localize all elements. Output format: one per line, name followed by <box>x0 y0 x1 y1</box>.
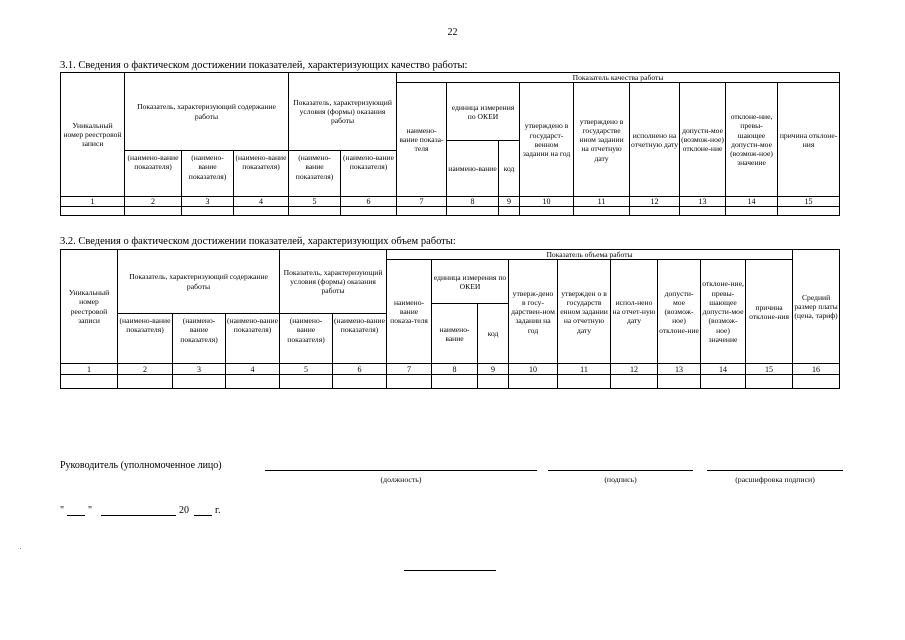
col-approved-report: утверждено в государстве нном задании на отчетную дату <box>574 83 630 197</box>
col-approved-report: утвержден о в государств енном задании на отчетную дату <box>558 260 611 364</box>
col-number: 11 <box>558 364 611 375</box>
table-cell[interactable] <box>61 207 125 216</box>
page-number: 22 <box>447 27 458 38</box>
col-indicator-name: наимено-вание показа-теля <box>387 260 432 364</box>
col-exceeding-deviation: отклоне-ние, превы-шающее допусти-мое (возмож-ное) значение <box>726 83 778 197</box>
col-number: 3 <box>173 364 226 375</box>
volume-table <box>60 249 840 389</box>
col-volume-group: Показатель объема работы <box>387 250 793 260</box>
date-year-prefix: 20 <box>179 505 189 516</box>
col-sub-name: (наимено-вание показателя) <box>182 151 234 197</box>
col-unit-code: код <box>478 304 509 364</box>
table-cell[interactable] <box>611 375 658 389</box>
col-number: 6 <box>333 364 387 375</box>
col-conditions-indicator: Показатель, характеризующий условия (формы) оказания работы <box>280 250 387 314</box>
col-content-indicator: Показатель, характеризующий содержание работы <box>125 73 289 151</box>
decoding-caption: (расшифровка подписи) <box>735 475 815 484</box>
col-number: 1 <box>61 364 118 375</box>
col-deviation-reason: причина отклоне-ния <box>746 260 793 364</box>
table-cell[interactable] <box>630 207 680 216</box>
col-exceeding-deviation: отклоне-ние, превы-шающее допусти-мое (возмож-ное) значение <box>701 260 746 364</box>
quality-table <box>60 72 840 216</box>
table-cell[interactable] <box>680 207 726 216</box>
date-suffix: г. <box>215 505 221 516</box>
table-cell[interactable] <box>499 207 520 216</box>
date-month-line[interactable] <box>101 515 176 516</box>
col-number: 14 <box>701 364 746 375</box>
position-line[interactable] <box>265 470 537 471</box>
col-executed: испол-нено на отчет-ную дату <box>611 260 658 364</box>
table-cell[interactable] <box>478 375 509 389</box>
col-quality-group: Показатель качества работы <box>397 73 840 83</box>
table-cell[interactable] <box>61 375 118 389</box>
col-number: 4 <box>226 364 280 375</box>
col-allowed-deviation: допусти-мое (возмож-ное) отклоне-ние <box>658 260 701 364</box>
col-number: 1 <box>61 197 125 207</box>
col-number: 13 <box>680 197 726 207</box>
col-number: 9 <box>499 197 520 207</box>
col-number: 10 <box>509 364 558 375</box>
table-cell[interactable] <box>726 207 778 216</box>
col-sub-name: (наимено-вание показателя) <box>226 314 280 364</box>
col-unit-name: наимено-вание <box>447 141 499 197</box>
table-cell[interactable] <box>447 207 499 216</box>
col-deviation-reason: причина отклоне-ния <box>778 83 840 197</box>
col-number: 8 <box>432 364 478 375</box>
col-number: 16 <box>793 364 840 375</box>
col-number: 7 <box>387 364 432 375</box>
table-cell[interactable] <box>173 375 226 389</box>
col-allowed-deviation: допусти-мое (возмож-ное) отклоне-ние <box>680 83 726 197</box>
table-cell[interactable] <box>289 207 341 216</box>
table-cell[interactable] <box>701 375 746 389</box>
col-number: 3 <box>182 197 234 207</box>
col-content-indicator: Показатель, характеризующий содержание работы <box>118 250 280 314</box>
col-sub-name: (наимено-вание показателя) <box>333 314 387 364</box>
table-row <box>61 207 840 216</box>
table-cell[interactable] <box>125 207 182 216</box>
table-cell[interactable] <box>558 375 611 389</box>
table-cell[interactable] <box>341 207 397 216</box>
col-number: 4 <box>234 197 289 207</box>
col-average-payment: Средний размер платы (цена, тариф) <box>793 250 840 364</box>
col-sub-name: (наимено-вание показателя) <box>234 151 289 197</box>
col-number: 13 <box>658 364 701 375</box>
section-1-title: 3.1. Сведения о фактическом достижении показателей, характеризующих качество работы: <box>60 60 468 71</box>
table-cell[interactable] <box>118 375 173 389</box>
section-2-title: 3.2. Сведения о фактическом достижении показателей, характеризующих объем работы: <box>60 236 456 247</box>
col-number: 5 <box>280 364 333 375</box>
table-cell[interactable] <box>746 375 793 389</box>
col-sub-name: (наимено-вание показателя) <box>118 314 173 364</box>
col-approved-year: утверж-дено в госу-дарствен-ном задании на год <box>509 260 558 364</box>
head-label: Руководитель (уполномоченное лицо) <box>60 460 222 471</box>
date-year-line[interactable] <box>194 515 212 516</box>
col-sub-name: (наимено-вание показателя) <box>173 314 226 364</box>
col-number: 6 <box>341 197 397 207</box>
signature-caption: (подпись) <box>604 475 637 484</box>
col-number: 5 <box>289 197 341 207</box>
col-number: 12 <box>630 197 680 207</box>
table-cell[interactable] <box>182 207 234 216</box>
col-number: 12 <box>611 364 658 375</box>
signature-line[interactable] <box>548 470 693 471</box>
table-cell[interactable] <box>280 375 333 389</box>
col-approved-year: утверждено в государст-венном задании на год <box>520 83 574 197</box>
scan-speck <box>20 548 21 549</box>
table-cell[interactable] <box>520 207 574 216</box>
col-sub-name: (наимено-вание показателя) <box>289 151 341 197</box>
col-indicator-name: наимено-вание показа-теля <box>397 83 447 197</box>
col-sub-name: (наимено-вание показателя) <box>341 151 397 197</box>
col-number: 2 <box>125 197 182 207</box>
position-caption: (должность) <box>380 475 422 484</box>
date-day-line[interactable] <box>67 515 85 516</box>
table-cell[interactable] <box>397 207 447 216</box>
col-number: 11 <box>574 197 630 207</box>
table-cell[interactable] <box>778 207 840 216</box>
table-cell[interactable] <box>333 375 387 389</box>
table-cell[interactable] <box>658 375 701 389</box>
col-number: 15 <box>746 364 793 375</box>
table-row <box>61 375 840 389</box>
col-unit: единица измерения по ОКЕИ <box>447 83 520 141</box>
col-unit-code: код <box>499 141 520 197</box>
col-sub-name: (наимено-вание показателя) <box>280 314 333 364</box>
col-number: 7 <box>397 197 447 207</box>
footer-separator <box>404 570 496 571</box>
col-number: 8 <box>447 197 499 207</box>
col-number: 2 <box>118 364 173 375</box>
col-number: 14 <box>726 197 778 207</box>
table-cell[interactable] <box>387 375 432 389</box>
date-open-quote: " <box>60 505 65 516</box>
col-unit-name: наимено-вание <box>432 304 478 364</box>
table-cell[interactable] <box>226 375 280 389</box>
decoding-line[interactable] <box>707 470 843 471</box>
table-cell[interactable] <box>793 375 840 389</box>
col-executed: исполнено на отчетную дату <box>630 83 680 197</box>
col-number: 15 <box>778 197 840 207</box>
col-number: 10 <box>520 197 574 207</box>
table-cell[interactable] <box>432 375 478 389</box>
col-unique-number: Уникальный номер реестровой записи <box>61 250 118 364</box>
table-cell[interactable] <box>234 207 289 216</box>
col-unit: единица измерения по ОКЕИ <box>432 260 509 304</box>
table-cell[interactable] <box>509 375 558 389</box>
table-cell[interactable] <box>574 207 630 216</box>
col-conditions-indicator: Показатель, характеризующий условия (формы) оказания работы <box>289 73 397 151</box>
col-sub-name: (наимено-вание показателя) <box>125 151 182 197</box>
date-close-quote: " <box>88 505 93 516</box>
col-number: 9 <box>478 364 509 375</box>
col-unique-number: Уникальный номер реестровой записи <box>61 73 125 197</box>
